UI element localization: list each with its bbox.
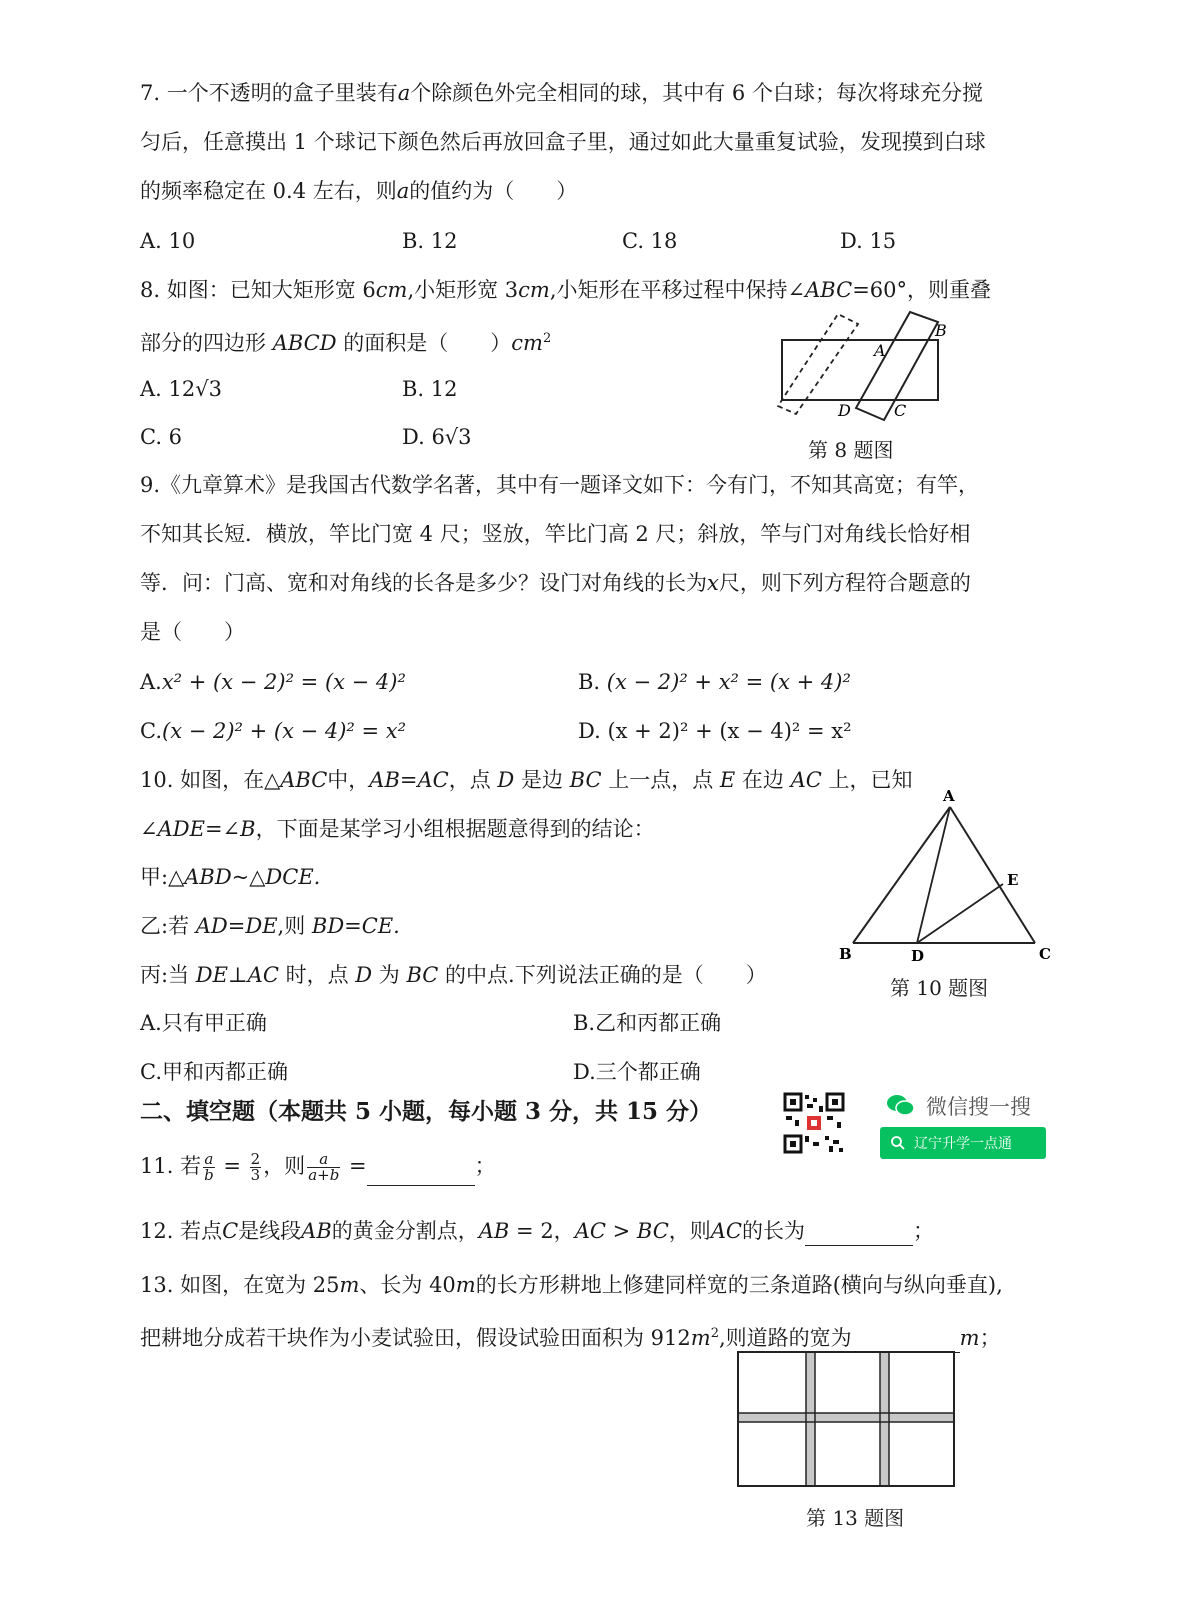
wechat-icon (886, 1093, 916, 1117)
q10-line-2: ∠ADE=∠B，下面是某学习小组根据题意得到的结论： (140, 817, 655, 841)
q7-option-a: A. 10 (140, 229, 196, 253)
wechat-account-name: 辽宁升学一点通 (914, 1136, 1012, 1152)
q9-line-1: 9.《九章算术》是我国古代数学名著，其中有一题译文如下：今有门，不知其高宽；有竿， (140, 473, 980, 497)
q9-option-b: B. (x − 2)² + x² = (x + 4)² (578, 670, 851, 694)
q10-label-b: B (839, 945, 852, 963)
q8-label-a: A (874, 341, 886, 360)
q10-label-c: C (1039, 945, 1051, 963)
q11-answer-blank[interactable] (367, 1161, 475, 1186)
q12-line: 12. 若点C是线段AB的黄金分割点，AB = 2，AC > BC，则AC的长为 ； (140, 1216, 934, 1246)
q9-option-d: D. (x + 2)² + (x − 4)² = x² (578, 719, 852, 743)
q10-statement-bing: 丙:当 DE⊥AC 时，点 D 为 BC 的中点.下列说法正确的是（ ） (140, 963, 767, 987)
q12-answer-blank[interactable] (805, 1221, 913, 1246)
q8-option-c: C. 6 (140, 425, 183, 449)
q8-line-1: 8. 如图：已知大矩形宽 6cm,小矩形宽 3cm,小矩形在平移过程中保持∠ABC=60°，则重叠 (140, 278, 992, 302)
q8-label-c: C (894, 401, 907, 420)
q10-statement-jia: 甲:△ABD~△DCE. (140, 865, 321, 889)
q8-large-rectangle (782, 340, 938, 400)
q13-caption: 第 13 题图 (806, 1506, 905, 1530)
q9-option-c: C.(x − 2)² + (x − 4)² = x² (140, 719, 407, 743)
wechat-search-label: 微信搜一搜 (926, 1095, 1031, 1119)
q10-label-d: D (911, 947, 925, 965)
q9-option-a: A.x² + (x − 2)² = (x − 4)² (140, 670, 406, 694)
q11-line: 11. 若 $\frac{a}{b}$ = $\frac{2}{3}$ ，则 $\frac{a}{a+b}$ = ； (140, 1150, 496, 1184)
q8-caption: 第 8 题图 (808, 438, 894, 462)
search-icon (890, 1135, 906, 1151)
q10-statement-yi: 乙:若 AD=DE,则 BD=CE. (140, 914, 400, 938)
q7-option-b: B. 12 (402, 229, 458, 253)
q8-figure (770, 310, 960, 430)
q10-caption: 第 10 题图 (890, 976, 989, 1000)
q13-figure (736, 1350, 956, 1488)
q10-line-1: 10. 如图，在△ABC中，AB=AC，点 D 是边 BC 上一点，点 E 在边 AC 上，已知 (140, 768, 913, 792)
q10-option-d: D.三个都正确 (573, 1060, 701, 1084)
q8-option-b: B. 12 (402, 377, 458, 401)
q9-line-3: 等．问：门高、宽和对角线的长各是多少？设门对角线的长为x尺，则下列方程符合题意的 (140, 571, 971, 595)
q9-line-2: 不知其长短．横放，竿比门宽 4 尺；竖放，竿比门高 2 尺；斜放，竿与门对角线长恰好相 (140, 522, 971, 546)
q8-option-a: A. 12√3 (140, 377, 222, 401)
q7-line-2: 匀后，任意摸出 1 个球记下颜色然后再放回盒子里，通过如此大量重复试验，发现摸到白球 (140, 130, 986, 154)
q10-option-c: C.甲和丙都正确 (140, 1060, 288, 1084)
q7-line-3: 的频率稳定在 0.4 左右，则a的值约为（ ） (140, 179, 578, 203)
q9-line-4: 是（ ） (140, 620, 245, 644)
q7-option-c: C. 18 (622, 229, 678, 253)
q8-line-2: 部分的四边形 ABCD 的面积是（ ）$cm^2$ (140, 331, 552, 355)
q13-line-2: 把耕地分成若干块作为小麦试验田，假设试验田面积为 $912m^2$,则道路的宽为 m； (140, 1319, 1001, 1353)
section-2-title: 二、填空题（本题共 5 小题，每小题 3 分，共 15 分） (140, 1098, 713, 1125)
q8-label-d: D (838, 401, 851, 420)
q7-line-1: 7. 一个不透明的盒子里装有a个除颜色外完全相同的球，其中有 6 个白球；每次将球充分搅 (140, 81, 983, 105)
q7-option-d: D. 15 (840, 229, 897, 253)
q10-label-e: E (1007, 871, 1019, 889)
wechat-search-button[interactable] (880, 1127, 1046, 1159)
q8-option-d: D. 6√3 (402, 425, 472, 449)
q10-option-b: B.乙和丙都正确 (573, 1011, 722, 1035)
q8-label-b: B (935, 321, 947, 340)
q10-label-a: A (943, 787, 955, 805)
q10-figure (835, 785, 1060, 965)
q13-line-1: 13. 如图，在宽为 25m、长为 40m的长方形耕地上修建同样宽的三条道路(横向与纵向垂直), (140, 1273, 1003, 1297)
qr-code-icon (783, 1092, 845, 1154)
q10-option-a: A.只有甲正确 (140, 1011, 267, 1035)
